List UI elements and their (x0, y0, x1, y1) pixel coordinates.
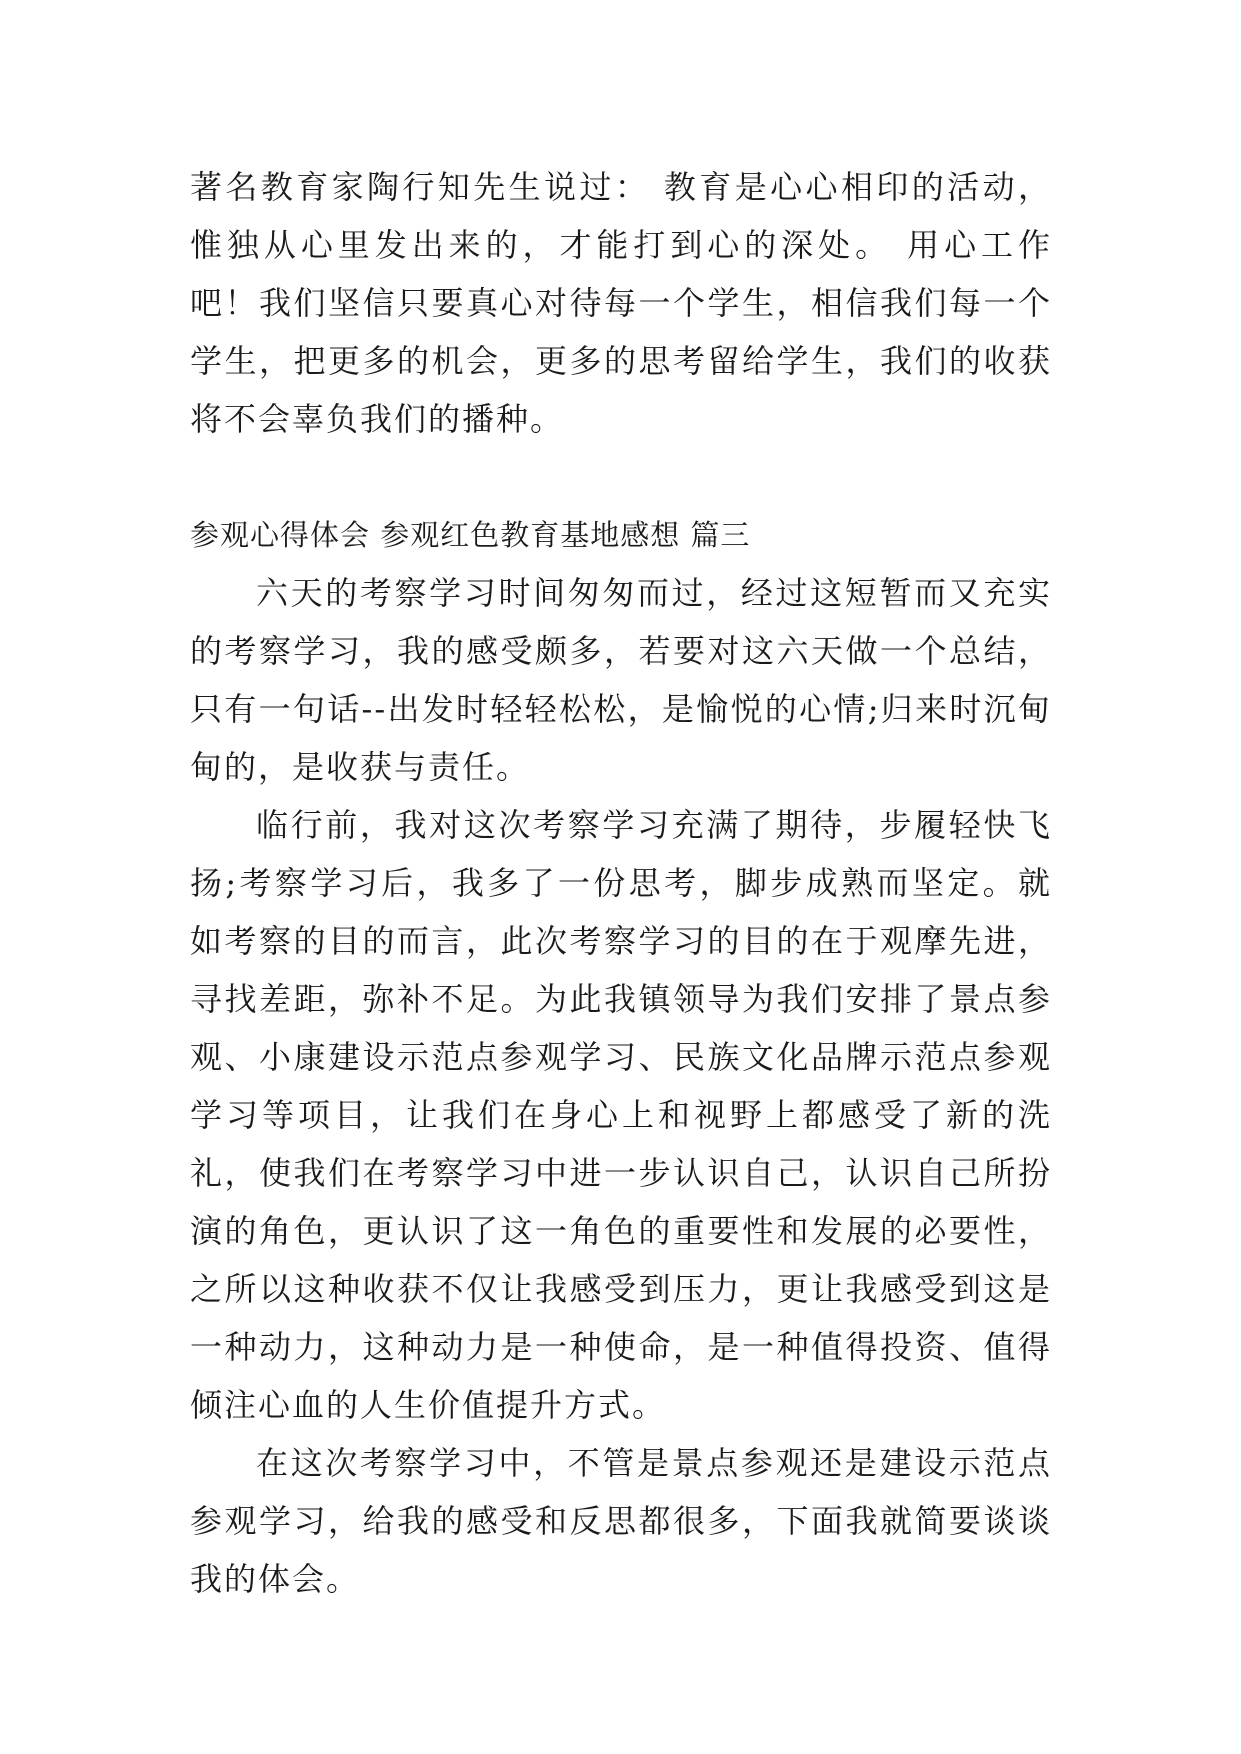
document-body (190, 158, 1052, 1608)
paragraph: 在这次考察学习中，不管是景点参观还是建设示范点参观学习，给我的感受和反思都很多，下面我就简要谈谈我的体会。 (190, 1444, 1052, 1598)
paragraph: 临行前，我对这次考察学习充满了期待，步履轻快飞扬;考察学习后，我多了一份思考，脚步成熟而坚定。就如考察的目的而言，此次考察学习的目的在于观摩先进，寻找差距，弥补不足。为此我镇领导为我们安排了景点参观、小康建设示范点参观学习、民族文化品牌示范点参观学习等项目，让我们在身心上和视野上都感受了新的洗礼，使我们在考察学习中进一步认识自己，认识自己所扮演的角色，更认识了这一角色的重要性和发展的必要性，之所以这种收获不仅让我感受到压力，更让我感受到这是一种动力，这种动力是一种使命，是一种值得投资、值得倾注心血的人生价值提升方式。 (190, 806, 1052, 1424)
paragraph-intro: 著名教育家陶行知先生说过： 教育是心心相印的活动，惟独从心里发出来的，才能打到心的深处。 用心工作吧！我们坚信只要真心对待每一个学生，相信我们每一个学生，把更多的机会，更多的思考留给学生，我们的收获将不会辜负我们的播种。 (190, 168, 1052, 438)
section-heading: 参观心得体会 参观红色教育基地感想 篇三 (190, 518, 751, 552)
paragraph: 六天的考察学习时间匆匆而过，经过这短暂而又充实的考察学习，我的感受颇多，若要对这六天做一个总结，只有一句话--出发时轻轻松松，是愉悦的心情;归来时沉甸甸的，是收获与责任。 (190, 574, 1052, 786)
